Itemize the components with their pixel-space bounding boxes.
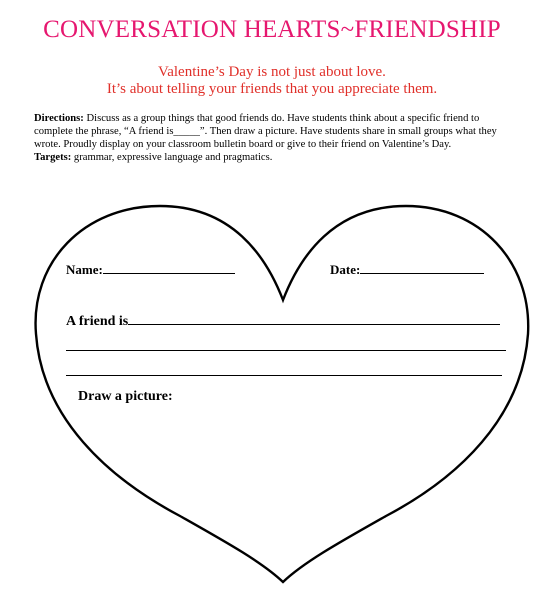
- writing-line-2[interactable]: [66, 350, 506, 351]
- friend-blank-line[interactable]: [128, 313, 500, 325]
- directions-text: Discuss as a group things that good friends do. Have students think about a specific friend to complete the phrase, “A friend is_____”. Then draw a picture. Have students share in small groups what they wrote. Proudly display on your classroom bulletin board or give to their friend on Valentine’s Day.: [34, 113, 497, 150]
- name-field[interactable]: [66, 262, 235, 278]
- friend-label: A friend is: [66, 314, 129, 329]
- date-blank-line[interactable]: [360, 262, 484, 274]
- friend-field[interactable]: [66, 313, 500, 330]
- writing-line-3[interactable]: [66, 375, 502, 376]
- date-field[interactable]: [330, 262, 484, 278]
- name-blank-line[interactable]: [103, 262, 235, 274]
- subtitle-line-2: It’s about telling your friends that you appreciate them.: [106, 81, 438, 97]
- draw-picture-label: Draw a picture:: [78, 389, 173, 404]
- date-label: Date:: [330, 262, 361, 277]
- targets-text: grammar, expressive language and pragmatics.: [71, 152, 273, 163]
- targets-label: Targets:: [34, 152, 72, 163]
- directions-label: Directions:: [34, 113, 84, 124]
- worksheet-title: CONVERSATION HEARTS~FRIENDSHIP: [43, 16, 501, 43]
- subtitle-line-1: Valentine’s Day is not just about love.: [158, 64, 386, 80]
- name-label: Name:: [66, 262, 103, 277]
